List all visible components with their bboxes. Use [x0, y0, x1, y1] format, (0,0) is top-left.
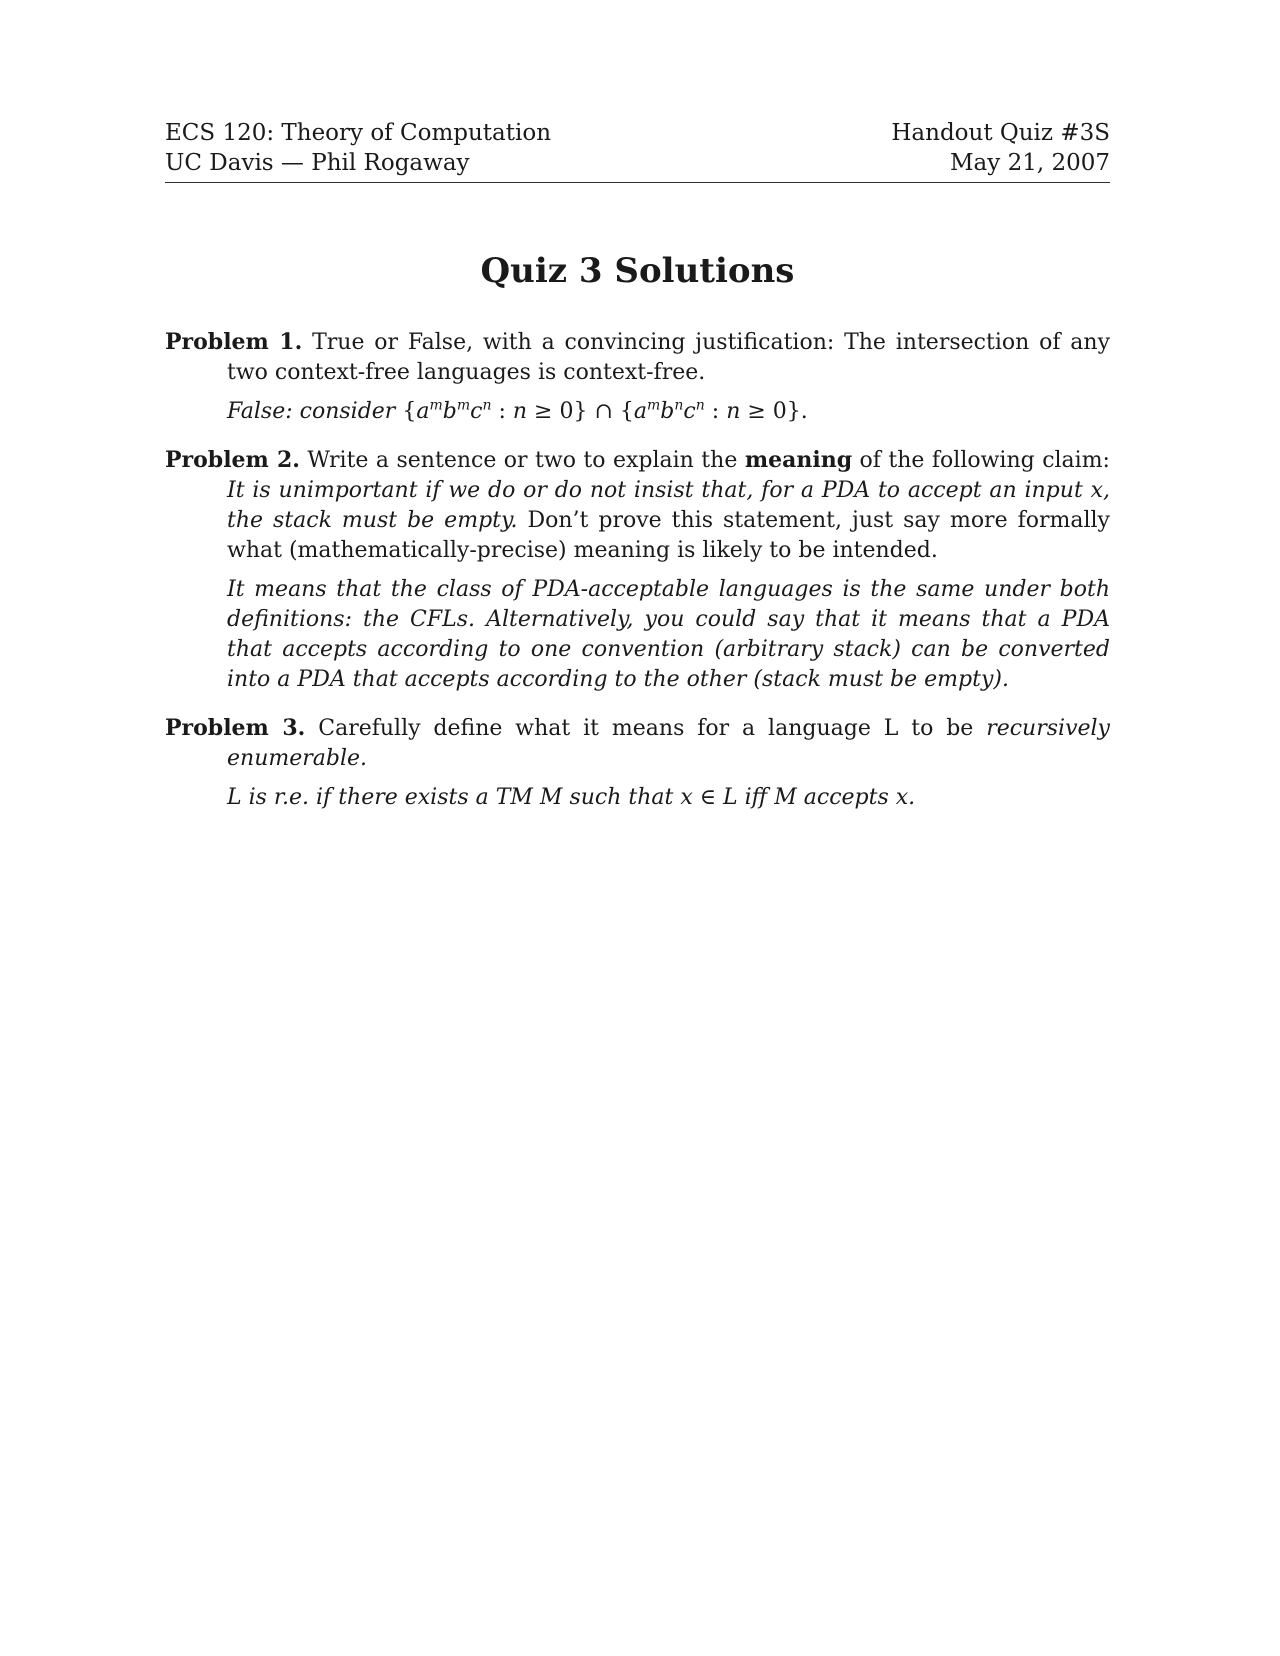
- course-name: ECS 120: Theory of Computation: [165, 120, 552, 146]
- problem-3-italic-term: recursively enumerable.: [227, 716, 1110, 771]
- page-title: Quiz 3 Solutions: [480, 251, 795, 291]
- problem-2: [165, 445, 1110, 695]
- problem-2-answer: It means that the class of PDA-acceptable languages is the same under both definitions: the CFLs. Alternatively, you could say that it means that a PDA that accepts according to one convention (arbitrary stack) can be converted into a PDA that accepts according to the other (stack must be empty).: [227, 577, 1110, 692]
- problem-3-label: Problem 3.: [165, 715, 306, 741]
- problem-1-text: True or False, with a convincing justification: The intersection of any two context-free languages is context-free.: [227, 330, 1110, 385]
- problem-1-answer: [227, 397, 1110, 427]
- header-right: [891, 118, 1110, 178]
- problem-3: [165, 713, 1110, 813]
- problem-3-text-before: Carefully define what it means for a language L to be: [318, 716, 974, 741]
- problem-2-text-mid: of the following claim:: [859, 448, 1110, 473]
- problem-2-claim: It is unimportant if we do or do not insist that, for a PDA to accept an input x, the stack must be empty.: [227, 478, 1110, 533]
- instructor: UC Davis — Phil Rogaway: [165, 150, 470, 176]
- problem-2-text-after: Don’t prove this statement, just say more formally what (mathematically-precise) meaning is likely to be intended.: [227, 508, 1110, 563]
- handout-number: Handout Quiz #3S: [891, 120, 1110, 146]
- math-formula: {$a^mb^mc^n$ : n ≥ 0} ∩ {$a^mb^nc^n$ : n ≥ 0}.: [402, 397, 808, 424]
- problem-3-answer: L is r.e. if there exists a TM M such that x ∈ L iff M accepts x.: [227, 785, 916, 810]
- handout-date: May 21, 2007: [950, 150, 1110, 176]
- problem-3-statement: [165, 713, 1110, 774]
- problem-2-bold-word: meaning: [744, 447, 853, 473]
- problem-1-statement: [165, 327, 1110, 388]
- problem-1-answer-prefix: False: consider: [227, 399, 396, 424]
- header: [165, 118, 1110, 183]
- problem-2-statement: [165, 445, 1110, 566]
- problem-2-label: Problem 2.: [165, 447, 300, 473]
- header-left: [165, 118, 551, 178]
- document-page: [165, 118, 1110, 831]
- problem-1: [165, 327, 1110, 427]
- problem-2-text-before: Write a sentence or two to explain the: [307, 448, 738, 473]
- problem-1-label: Problem 1.: [165, 329, 303, 355]
